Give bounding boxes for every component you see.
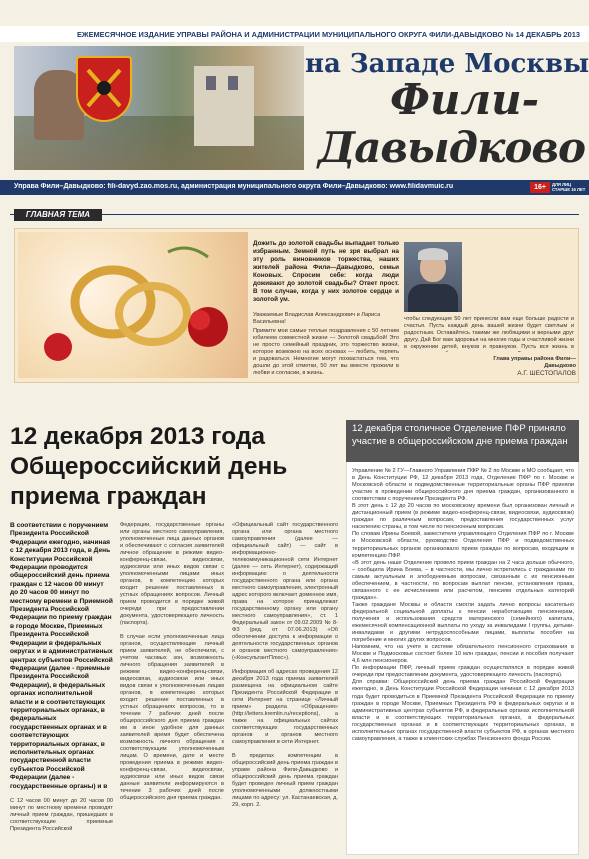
masthead-title-line2: Фили- — [390, 75, 540, 124]
feature-signature-role: Глава управы района Фили—Давыдково — [493, 356, 576, 369]
feature-body-right: чтобы следующие 50 лет принесли вам еще больше радости и счастья. Пусть каждый день вашей жизни будет светлым и радостным. Оставайтесь такими же любящими и верными друг другу. Дай Бог вам здоровья на многие годы и счастливой жизни в окружении детей, внуков и правнуков. Пусть вся жизнь в — [404, 316, 574, 350]
official-portrait — [404, 242, 462, 312]
masthead-urls: Управа Фили–Давыдково: fili-davyd.zao.mos.ru, администрация муниципального округа Фили–Давыдково: www.filidavmuic.ru — [14, 183, 454, 190]
masthead-title-line1: на Западе Москвы — [305, 49, 589, 79]
feature-body-right-col — [466, 242, 574, 312]
coat-of-arms-emblem — [76, 56, 132, 122]
age-rating-note: ДЛЯ ЛИЦ СТАРШЕ 16 ЛЕТ — [552, 182, 586, 192]
wedding-rings-image — [18, 232, 248, 378]
main-article-lead: В соответствии с поручением Президента Российской Федерации ежегодно, начиная с 12 декабря 2013 года, в День Конституции Российской Федерации проводится общероссийский день приема граждан с 12 часов 00 минут до 20 часов 00 минут по местному времени в Приемной Президента Российской Федерации по приему граждан в городе Москве, Приемных Президента Российской Федерации в федеральных округах и в административных центрах субъектов Российской Федерации (далее - приемные Президента Российской Федерации), в федеральных органах исполнительной власти и в соответствующих территориальных органах, в федеральных государственных органах и в соответствующих территориальных органах, в исполнительных органах государственной власти субъектов Российской Федерации (далее - государственные органы) и в — [10, 522, 113, 790]
masthead-top-line: ЕЖЕМЕСЯЧНОЕ ИЗДАНИЕ УПРАВЫ РАЙОНА И АДМИНИСТРАЦИИ МУНИЦИПАЛЬНОГО ОКРУГА ФИЛИ-ДАВЫДКОВО № 14 ДЕКАБРЬ 2013 — [76, 30, 580, 39]
section-label: ГЛАВНАЯ ТЕМА — [14, 209, 102, 221]
age-rating-badge: 16+ — [530, 182, 550, 193]
masthead-title-line3: Давыдково — [317, 123, 585, 172]
side-article-body: Управление № 2 ГУ—Главного Управления ПФР № 2 по Москве и МО сообщает, что в День Конституции РФ, 12 декабря 2013 года, Отделение ПФР по г. Москве и Московской области и подведомственные территориальные органы ПФР приняли участие в проведении общероссийского дня приема граждан, организованного в соответствии с поручением Президента РФ. В этот день с 12 до 20 часов по московскому времени был организован личный и дистанционный прием (в режиме видео-конференц-связи, видеосвязи, аудиосвязи) граждан по различным вопросам, предоставления государственных услуг населению страны, в том числе по пенсионным вопросам. По словам Ирины Боевой, заместителя управляющего Отделения ПФР по г. Москве и Московской области, руководство Отделения ПФР и подведомственных территориальных органов организовало прием граждан по вопросам, входящим в компетенцию ПФР. «В этот день наше Отделение провело прием граждан на 2 часа дольше обычного, – сообщила Ирина Боева, – в частности, мы лично встретились с гражданами по самым актуальным и злободневным вопросам, связанным с их пенсионным обеспечением, в частности, по вопросам выплат пенсии, установления права, связанного с ее исчислением или расчетом, пенсиям отдельных категорий граждан». Также граждане Москвы и области смогли задать лично вопросы касательно федеральной социальной доплаты к пенсии неработающим пенсионерам, получения и использования средств материнского (семейного) капитала, ежемесячной компенсационной выплаты по уходу за инвалидами I группы, детьми-инвалидами и другими нетрудоспособными лицами, выплаты пособия на погребение и многих других вопросов. Напомним, что на учете в системе обязательного пенсионного страхования в Москве и Подмосковье состоит более 10 млн граждан, пенсии и пособия получают 4,6 млн пенсионеров. По информации ПФР, личный прием граждан осуществлялся в порядке живой очереди при предоставлении документа, удостоверяющего личность (паспорта). Для справки: Общероссийский день приема граждан Российской Федерации ежегодно, в День Конституции Российской Федерации начиная с 12 декабря 2013 года будет проводиться в Приемной Президента Российской Федерации по приему граждан в городе Москве, Приемных Президента РФ в федеральных округах и в административных центрах субъектов РФ, в федеральных органах исполнительной власти и в соответствующих территориальных органах, в федеральных государственных органах и в соответствующих территориальных органах, в исполнительных органах государственной власти субъектов РФ, в органах местного самоуправления, а также в клиентских службах Пенсионного фонда России. — [352, 468, 574, 742]
side-article-headline: 12 декабря столичное Отделение ПФР приняло участие в общероссийском дне приема граждан — [352, 423, 568, 447]
masthead-photo-collage — [14, 46, 304, 170]
masthead — [0, 0, 589, 195]
main-article-col2: Федерации, государственные органы или органы местного самоуправления, уполномоченные лица данных органов и обеспечивают с согласия заявителей личное обращение в режиме видео-конференц-связи, видеосвязи, аудиосвязи или иных видов связи с уполномоченными лицами иных органов, в компетенцию которых входит решение поставленных в устных обращениях вопросов. Личный прием проводится в порядке живой очереди при предоставлении документа, удостоверяющего личность (паспорта). В случае если уполномоченные лица органов, осуществляющие личный прием заявителей, не обеспечили, с учетом часовых зон, возможность личного обращения заявителей в режиме видео-конференц-связи, видеосвязи, аудиосвязи или иных видов связи к уполномоченным лицам органов, в компетенцию которых входит решение поставленных в устных обращениях вопросов, то в течение 7 рабочих дней после общероссийского дня приема граждан им в иное удобное для данных заявителей время будет обеспечена возможность личного обращения к соответствующим уполномоченным лицам. О времени, дате и месте проведения приема в режиме видео-конференц-связи, видеосвязи, аудиосвязи или иных видов связи данные заявители информируются в течение 3 рабочих дней после общероссийского дня приема граждан. — [120, 522, 224, 801]
main-article-col3: «Официальный сайт государственного органа или органа местного самоуправления (далее — официальный сайт) — сайт в информационно-телекоммуникационной сети Интернет (далее — сеть Интернет), содержащий информацию о деятельности государственного органа или органа местного самоуправления, электронный адрес которого включает доменное имя, права на которое принадлежат государственному органу или органу местного самоуправления», ст. 1 Федеральный закон от 09.02.2009 № 8-ФЗ (ред. от 07.06.2013) «Об обеспечении доступа к информации о деятельности государственных органов и органов местного самоуправления» («КонсультантПлюс»). Информация об адресах проведения 12 декабря 2013 года приема заявителей размещена на официальном сайте Президента Российской Федерации в сети Интернет на странице «Личный прием» раздела «Обращения» (http://letters.kremlin.ru/receptions), а также на официальных сайтах соответствующих государственных органов и органов местного самоуправления в сети Интернет. В пределах компетенции в общероссийский день приема граждан в управе района Фили-Давыдково и общероссийский день приема граждан будет проведен личный прием граждан уполномоченными должностными лицами по адресу: ул. Кастанаевская, д. 29, корп. 2. — [232, 522, 338, 808]
feature-signature-name: А.Г. ШЕСТОПАЛОВ — [517, 370, 576, 377]
feature-addressee: Уважаемые Владислав Александрович и Лариса Васильевна! — [253, 312, 381, 325]
feature-body-left: Примите мои самые теплые поздравления с 50 летним юбилеем совместной жизни — Золотой свадьбой! Это не просто семейный праздник, это торжество жизни, которое возможно на всех основах — любить, терпеть и радоваться. Немногие могут похвастаться тем, что дошли до этой отметки, 50 лет вы вместе прожили в любви и согласии, в жизнь. — [253, 328, 399, 376]
feature-intro: Дожить до золотой свадьбы выпадает только избранным. Земной путь не зря выбрал на эту роль виновников торжества, наших жителей района Фили—Давыдково, семьи Коновых. Спросим себе: когда люди доживают до золотой свадьбы? Ответ прост. В том случае, когда у них золотое сердце и золотой ум. — [253, 240, 399, 303]
main-article-headline: 12 декабря 2013 года Общероссийский день приема граждан — [10, 423, 288, 510]
main-article-lead-tail: С 12 часов 00 минут до 20 часов 00 минут по местному времени проводят личный прием граждан, пришедших в соответствующие приемные Президента Российской — [10, 798, 113, 832]
